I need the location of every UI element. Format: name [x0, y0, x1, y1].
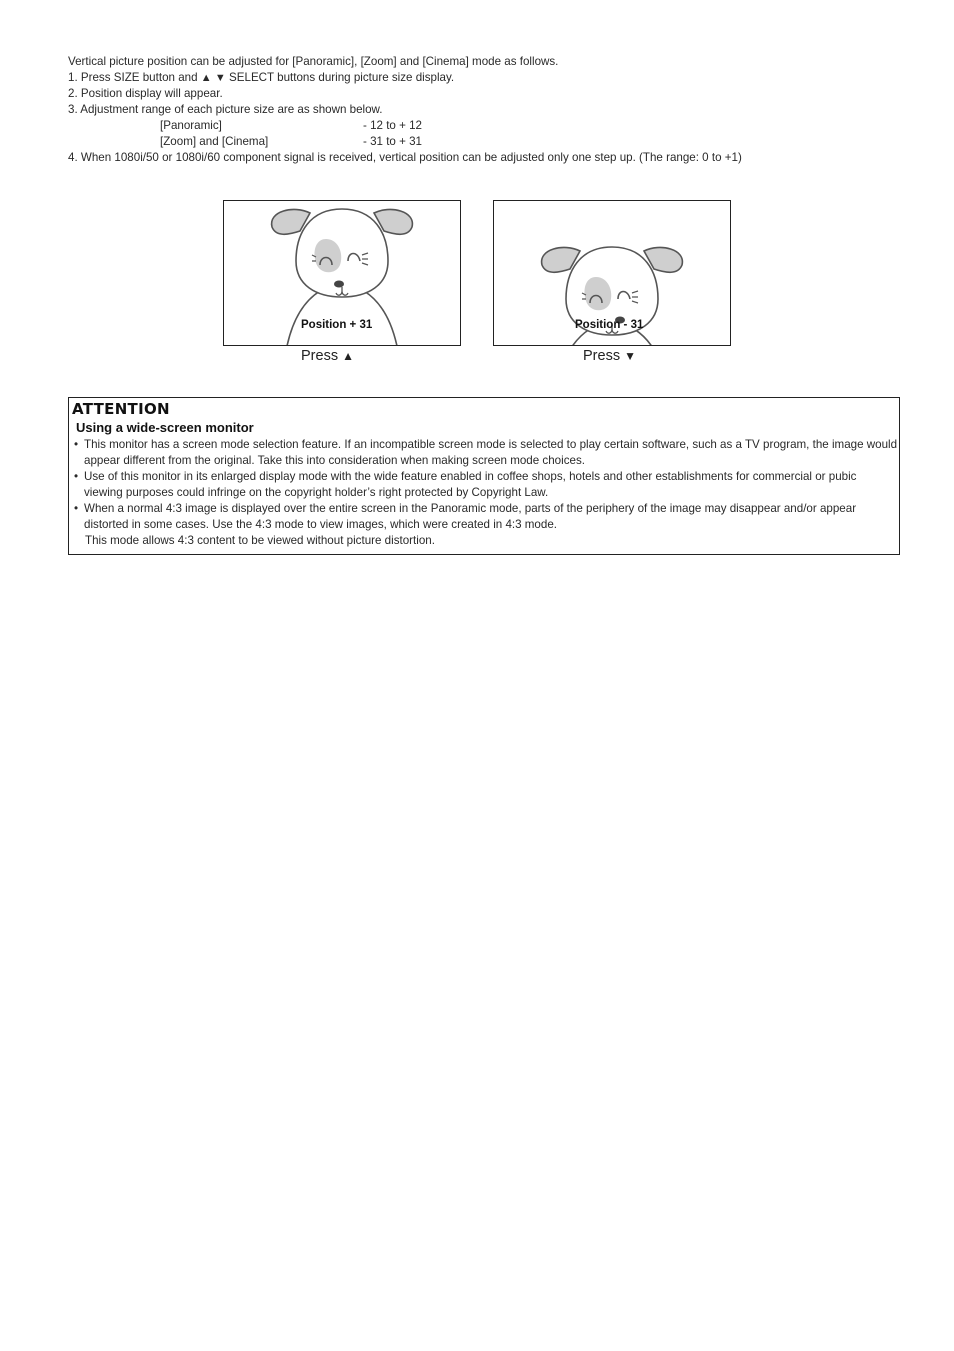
attention-title: ATTENTION	[72, 400, 170, 418]
down-arrow-icon: ▼	[624, 349, 636, 363]
intro-line: Vertical picture position can be adjusted for [Panoramic], [Zoom] and [Cinema] mode as follows.	[68, 55, 559, 68]
step-3: 3. Adjustment range of each picture size are as shown below.	[68, 103, 383, 116]
range-value: - 31 to + 31	[363, 135, 422, 148]
intro-text	[68, 54, 928, 166]
attention-note: This mode allows 4:3 content to be viewed without picture distortion.	[85, 534, 435, 547]
attention-box	[68, 397, 900, 555]
range-row-zoom-cinema	[68, 134, 928, 150]
up-arrow-icon: ▲	[342, 349, 354, 363]
bullet-icon: •	[74, 470, 79, 483]
range-label: [Panoramic]	[160, 119, 222, 132]
figure-position-down	[493, 200, 731, 346]
step-1: 1. Press SIZE button and ▲ ▼ SELECT buttons during picture size display.	[68, 71, 455, 84]
step-2: 2. Position display will appear.	[68, 87, 223, 100]
figure-position-up	[223, 200, 461, 346]
attention-body	[74, 437, 898, 549]
list-item: • When a normal 4:3 image is displayed over the entire screen in the Panoramic mode, parts of the periphery of the image may disappear and/or appear distorted in some cases. Use the 4:3 mode to view images, which were created in 4:3 mode.	[74, 502, 857, 531]
list-item: • This monitor has a screen mode selection feature. If an incompatible screen mode is selected to play certain software, such as a TV program, the image would appear different from the original. Take this into consideration when making screen mode choices.	[74, 438, 898, 467]
position-readout: Position - 31	[575, 319, 644, 331]
range-row-panoramic	[68, 118, 928, 134]
range-label: [Zoom] and [Cinema]	[160, 135, 269, 148]
down-arrow-icon: ▼	[214, 72, 226, 84]
press-down-caption: Press ▼	[583, 348, 636, 364]
attention-subtitle: Using a wide-screen monitor	[76, 420, 254, 435]
bullet-icon: •	[74, 438, 79, 451]
up-arrow-icon: ▲	[200, 72, 212, 84]
step-4: 4. When 1080i/50 or 1080i/60 component signal is received, vertical position can be adjusted only one step up. (The range: 0 to +1)	[68, 151, 742, 164]
press-up-caption: Press ▲	[301, 348, 354, 364]
range-value: - 12 to + 12	[363, 119, 422, 132]
bullet-icon: •	[74, 502, 79, 515]
position-readout: Position + 31	[301, 319, 373, 331]
list-item: • Use of this monitor in its enlarged display mode with the wide feature enabled in coffee shops, hotels and other establishments for commercial or pubic viewing purposes could infringe on the copyright holder’s right protected by Copyright Law.	[74, 470, 857, 499]
